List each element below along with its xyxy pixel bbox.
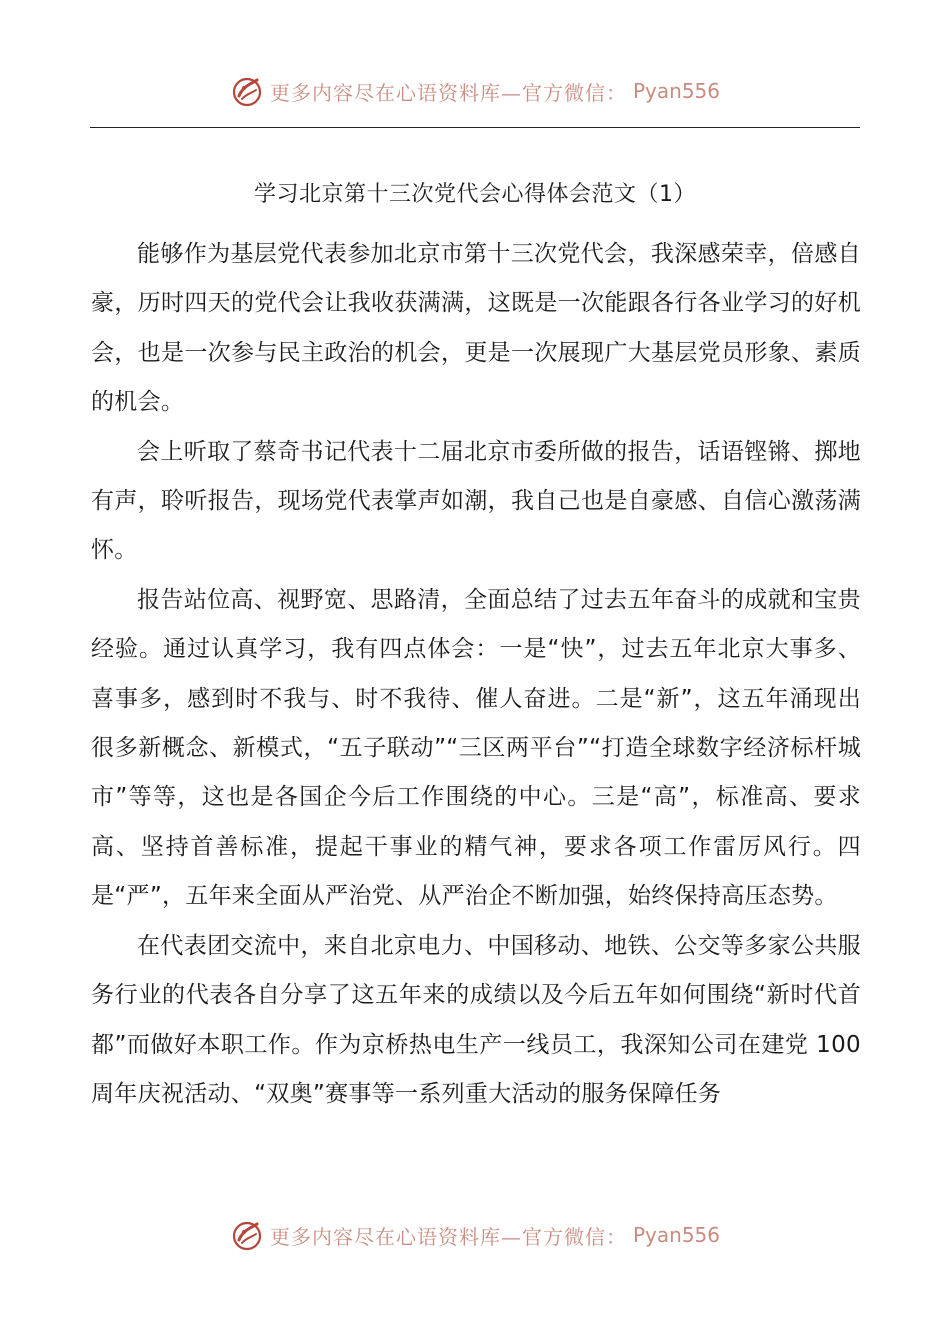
paragraph: 在代表团交流中，来自北京电力、中国移动、地铁、公交等多家公共服务行业的代表各自分享了这五年来的成绩以及今后五年如何围绕“新时代首都”而做好本职工作。作为京桥热电生产一线员工，我深知公司在建党 100 周年庆祝活动、“双奥”赛事等一系列重大活动的服务保障任务	[91, 932, 861, 1107]
watermark-text: 更多内容尽在心语资料库—官方微信：	[269, 1224, 627, 1249]
watermark-text: 更多内容尽在心语资料库—官方微信：	[269, 80, 627, 105]
footer-watermark	[0, 1218, 950, 1252]
document-title: 学习北京第十三次党代会心得体会范文（1）	[254, 182, 696, 207]
header-watermark	[0, 74, 950, 108]
brand-logo-icon	[230, 1218, 264, 1252]
document-body	[91, 230, 861, 1119]
paragraph: 会上听取了蔡奇书记代表十二届北京市委所做的报告，话语铿锵、掷地有声，聆听报告，现场党代表掌声如潮，我自己也是自豪感、自信心激荡满怀。	[91, 438, 861, 564]
paragraph: 报告站位高、视野宽、思路清，全面总结了过去五年奋斗的成就和宝贵经验。通过认真学习，我有四点体会：一是“快”，过去五年北京大事多、喜事多，感到时不我与、时不我待、催人奋进。二是“新”，这五年涌现出很多新概念、新模式，“五子联动”“三区两平台”“打造全球数字经济标杆城市”等等，这也是各国企今后工作围绕的中心。三是“高”，标准高、要求高、坚持首善标准，提起干事业的精气神，要求各项工作雷厉风行。四是“严”，五年来全面从严治党、从严治企不断加强，始终保持高压态势。	[91, 586, 861, 910]
header-divider	[90, 127, 860, 128]
brand-logo-icon	[230, 74, 264, 108]
watermark-wechat-id: Pyan556	[632, 79, 720, 103]
paragraph: 能够作为基层党代表参加北京市第十三次党代会，我深感荣幸，倍感自豪，历时四天的党代会让我收获满满，这既是一次能跟各行各业学习的好机会，也是一次参与民主政治的机会，更是一次展现广大基层党员形象、素质的机会。	[91, 241, 861, 416]
watermark-wechat-id: Pyan556	[632, 1223, 720, 1247]
